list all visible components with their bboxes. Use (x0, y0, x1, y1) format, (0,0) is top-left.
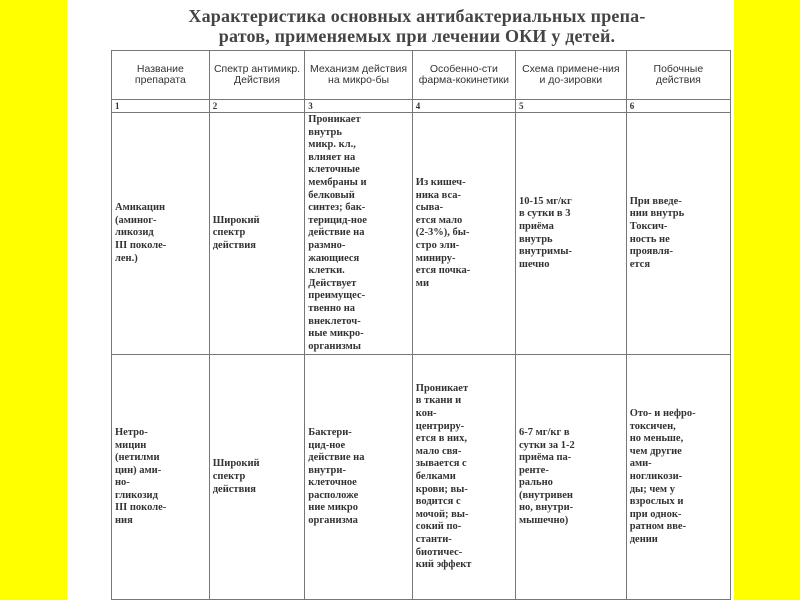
dosage-cell: 6-7 мг/кг в сутки за 1-2 приёма па- рентe- рально (внутривен но, внутри- мышечно) (515, 355, 626, 600)
pharmacokinetics-cell: Из кишеч- ника вса- сыва- ется мало (2-3%), бы- стро эли- миниру- ется почка- ми (412, 113, 515, 355)
column-number-row (112, 100, 731, 113)
column-number: 2 (209, 100, 305, 113)
table-row (112, 355, 731, 600)
drug-name-cell: Амикацин (аминог- ликозид III поколе- лен.) (112, 113, 210, 355)
side-effects-cell: При введе- нии внутрь Токсич- ность не проявля- ется (626, 113, 730, 355)
header-dosage: Схема примене-ния и до-зировки (515, 51, 626, 100)
column-number: 4 (412, 100, 515, 113)
header-row (112, 51, 731, 100)
table-row (112, 113, 731, 355)
dosage-cell: 10-15 мг/кг в сутки в 3 приёма внутрь внутримы- шечно (515, 113, 626, 355)
header-side-effects: Побочные действия (626, 51, 730, 100)
column-number: 3 (305, 100, 413, 113)
column-number: 1 (112, 100, 210, 113)
spectrum-cell: Широкий спектр действия (209, 355, 305, 600)
header-drug-name: Название препарата (112, 51, 210, 100)
side-effects-cell: Ото- и нефро- токсичен, но меньше, чем другие ами- ногликози- ды; чем у взрослых и при однок- ратном вве- дении (626, 355, 730, 600)
header-pharmacokinetics: Особенно-сти фарма-кокинетики (412, 51, 515, 100)
column-number: 6 (626, 100, 730, 113)
mechanism-cell: Бактери- цид-ное действие на внутри- клеточное расположе ние микро организма (305, 355, 413, 600)
header-mechanism: Механизм действия на микро-бы (305, 51, 413, 100)
page-title: Характеристика основных антибактериальных препа- ратов, применяемых при лечении ОКИ у детей. (188, 6, 646, 46)
mechanism-cell: Проникает внутрь микр. кл., влияет на клеточные мембраны и белковый синтез; бак- терицид-ное действие на размно- жающиеся клетки. Действует преимущес- твенно на внеклеточ- ные микро- организмы (305, 113, 413, 355)
document-page (67, 0, 734, 600)
spectrum-cell: Широкий спектр действия (209, 113, 305, 355)
drug-table (111, 50, 731, 600)
column-number: 5 (515, 100, 626, 113)
pharmacokinetics-cell: Проникает в ткани и кон- центриру- ется в них, мало свя- зывается с белками крови; вы- водится с мочой; вы- сокий по- станти- биотичес- кий эффект (412, 355, 515, 600)
drug-name-cell: Нетро- мицин (нетилми цин) ами- но- гликозид III поколе- ния (112, 355, 210, 600)
header-spectrum: Спектр антимикр. Действия (209, 51, 305, 100)
